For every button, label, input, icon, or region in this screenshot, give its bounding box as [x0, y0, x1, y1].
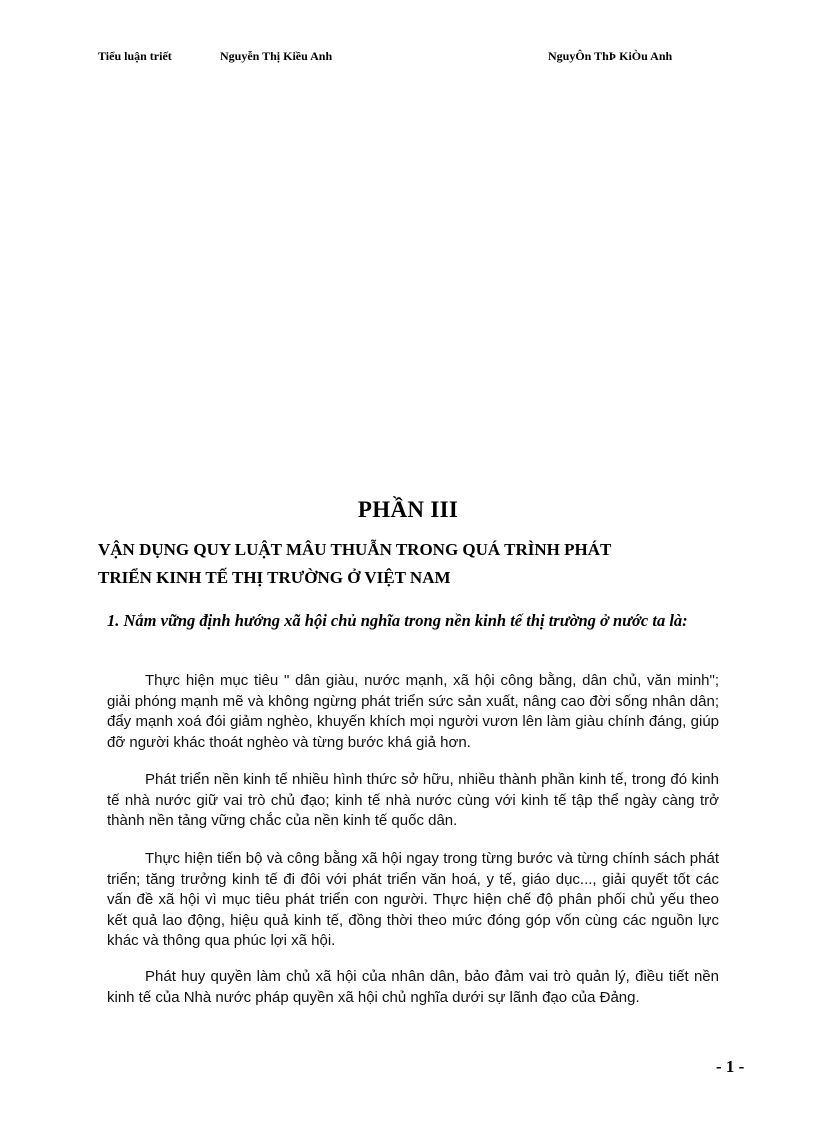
- paragraph-2-text: Phát triển nền kinh tế nhiều hình thức sở hữu, nhiều thành phần kinh tế, trong đó kinh tế nhà nước giữ vai trò chủ đạo; kinh tế nhà nước cùng với kinh tế tập thể ngày càng trở thành nền tảng vững chắc của nền kinh tế quốc dân.: [107, 771, 719, 829]
- paragraph-1-text: Thực hiện mục tiêu " dân giàu, nước mạnh, xã hội công bằng, dân chủ, văn minh"; giải phóng mạnh mẽ và không ngừng phát triển sức sản xuất, nâng cao đời sống nhân dân; đẩy mạnh xoá đói giảm nghèo, khuyến khích mọi người vươn lên làm giàu chính đáng, giúp đỡ người khác thoát nghèo và từng bước khá giả hơn.: [107, 672, 719, 751]
- chapter-title-line-2: TRIỂN KINH TẾ THỊ TRƯỜNG Ở VIỆT NAM: [98, 568, 451, 587]
- paragraph-1: [107, 671, 719, 753]
- chapter-title: [98, 536, 718, 592]
- paragraph-4-text: Phát huy quyền làm chủ xã hội của nhân dân, bảo đảm vai trò quản lý, điều tiết nền kinh tế của Nhà nước pháp quyền xã hội chủ nghĩa dưới sự lãnh đạo của Đảng.: [107, 968, 719, 1006]
- header-author: Nguyễn Thị Kiều Anh: [220, 49, 333, 63]
- paragraph-2: [107, 770, 719, 832]
- paragraph-3-text: Thực hiện tiến bộ và công bằng xã hội ngay trong từng bước và từng chính sách phát triển; tăng trưởng kinh tế đi đôi với phát triển văn hoá, y tế, giáo dục..., giải quyết tốt các vấn đề xã hội vì mục tiêu phát triển con người. Thực hiện chế độ phân phối chủ yếu theo kết quả lao động, hiệu quả kinh tế, đồng thời theo mức đóng góp vốn cùng các nguồn lực khác và thông qua phúc lợi xã hội.: [107, 850, 719, 949]
- page-number: - 1 -: [716, 1057, 745, 1076]
- header-author-garbled: NguyÔn ThÞ KiÒu Anh: [548, 49, 673, 63]
- header-subject: Tiểu luận triết: [98, 49, 172, 63]
- part-title: PHẦN III: [357, 497, 459, 522]
- section-heading: 1. Nắm vững định hướng xã hội chủ nghĩa trong nền kinh tế thị trường ở nước ta là:: [107, 611, 688, 630]
- chapter-title-line-1: VẬN DỤNG QUY LUẬT MÂU THUẪN TRONG QUÁ TRÌNH PHÁT: [98, 540, 612, 559]
- paragraph-4: [107, 967, 719, 1008]
- paragraph-3: [107, 849, 719, 952]
